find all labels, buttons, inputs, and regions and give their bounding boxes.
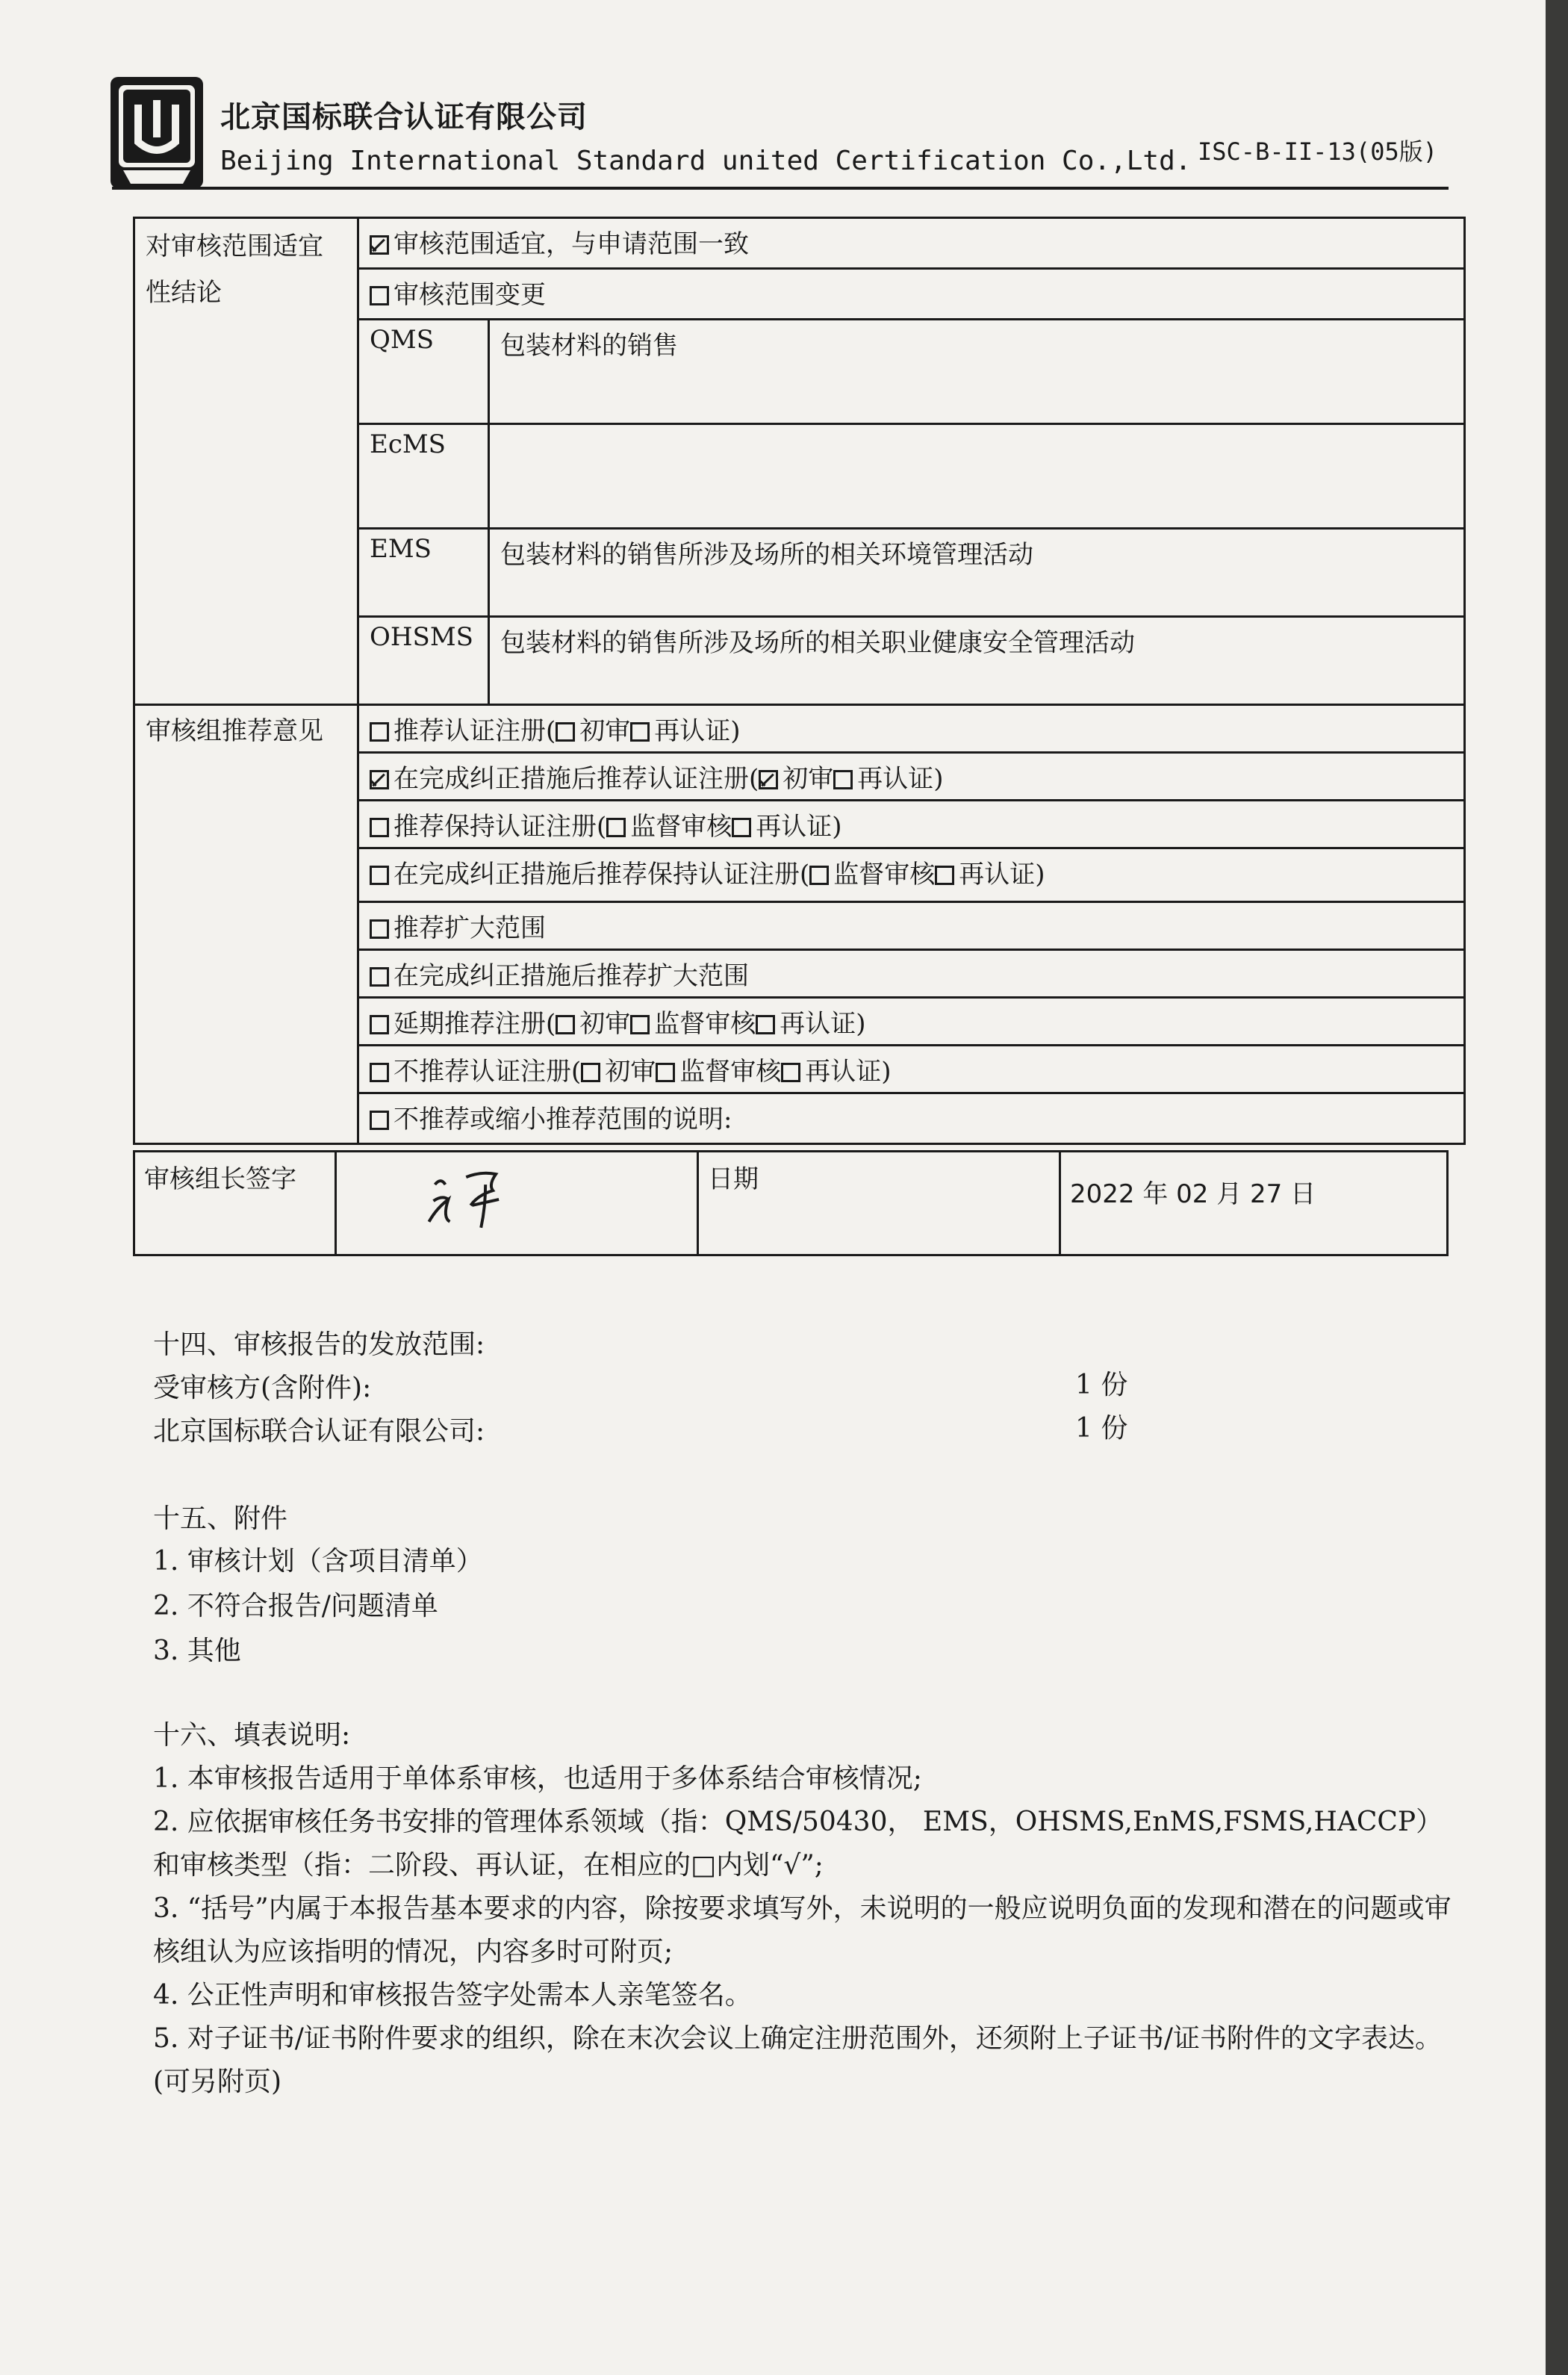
scope-change-option[interactable]: 审核范围变更 [358, 269, 1465, 320]
checkbox-icon[interactable] [732, 818, 751, 837]
scope-code-qms: QMS [358, 320, 489, 424]
checked-checkbox-icon[interactable] [370, 235, 389, 255]
checkbox-icon[interactable] [756, 1015, 775, 1034]
leader-signature-field[interactable] [336, 1152, 698, 1255]
recommend-option-7[interactable]: 延期推荐注册( 初审 监督审核 再认证) [358, 998, 1465, 1046]
instruction-item: 4. 公正性声明和审核报告签字处需本人亲笔签名。 [153, 1980, 752, 2011]
checkbox-icon[interactable] [370, 1111, 389, 1130]
scope-conclusion-label: 对审核范围适宜性结论 [134, 218, 358, 705]
signoff-table [133, 1150, 1449, 1256]
company-name-cn: 北京国标联合认证有限公司 [220, 100, 588, 134]
scope-code-ems: EMS [358, 529, 489, 617]
instructions-title: 十六、填表说明: [153, 1720, 351, 1751]
attachment-item: 1. 审核计划（含项目清单） [153, 1546, 483, 1577]
checkbox-icon[interactable] [781, 1063, 800, 1082]
instruction-item: 3. “括号”内属于本报告基本要求的内容，除按要求填写外，未说明的一般应说明负面的发现和潜在的问题或审核组认为应该指明的情况，内容多时可附页; [153, 1893, 1452, 1967]
attachment-item: 2. 不符合报告/问题清单 [153, 1591, 438, 1621]
handwritten-signature [346, 1158, 688, 1233]
checkbox-icon[interactable] [370, 1063, 389, 1082]
scope-desc-ohsms: 包装材料的销售所涉及场所的相关职业健康安全管理活动 [489, 617, 1465, 705]
recommend-option-6[interactable]: 在完成纠正措施后推荐扩大范围 [358, 950, 1465, 998]
recommend-option-3[interactable]: 推荐保持认证注册( 监督审核 再认证) [358, 801, 1465, 848]
scope-desc-ems: 包装材料的销售所涉及场所的相关环境管理活动 [489, 529, 1465, 617]
attachment-item: 3. 其他 [153, 1636, 241, 1666]
checkbox-icon[interactable] [370, 1015, 389, 1034]
recommend-option-8[interactable]: 不推荐认证注册( 初审 监督审核 再认证) [358, 1046, 1465, 1093]
recommendation-label: 审核组推荐意见 [134, 705, 358, 1144]
checkbox-icon[interactable] [606, 818, 626, 837]
checkbox-icon[interactable] [809, 866, 829, 885]
document-code: ISC-B-II-13(05版) [1198, 137, 1437, 166]
attachments-title: 十五、附件 [153, 1503, 288, 1534]
scope-desc-ecms [489, 424, 1465, 529]
recommend-option-5[interactable]: 推荐扩大范围 [358, 902, 1465, 950]
distribution-title: 十四、审核报告的发放范围: [153, 1329, 485, 1360]
checked-checkbox-icon[interactable] [759, 770, 778, 789]
scope-suitable-option[interactable]: 审核范围适宜，与申请范围一致 [358, 218, 1465, 269]
distribution-item-auditee: 受审核方(含附件): [153, 1373, 372, 1403]
recommend-option-9[interactable]: 不推荐或缩小推荐范围的说明: [358, 1093, 1465, 1144]
checkbox-icon[interactable] [630, 722, 650, 742]
company-name-en: Beijing International Standard united Certification Co.,Ltd. [220, 146, 1192, 176]
checkbox-icon[interactable] [656, 1063, 675, 1082]
checkbox-icon[interactable] [370, 919, 389, 939]
checkbox-icon[interactable] [370, 866, 389, 885]
checkbox-icon[interactable] [581, 1063, 600, 1082]
recommend-option-4[interactable]: 在完成纠正措施后推荐保持认证注册( 监督审核 再认证) [358, 848, 1465, 902]
checkbox-icon[interactable] [935, 866, 954, 885]
header-divider [112, 187, 1449, 190]
instruction-item: 5. 对子证书/证书附件要求的组织，除在末次会议上确定注册范围外，还须附上子证书/证书附件的文字表达。(可另附页) [153, 2023, 1443, 2097]
checkbox-icon[interactable] [630, 1015, 650, 1034]
checkbox-icon[interactable] [556, 722, 575, 742]
instructions-section [153, 1714, 1452, 2104]
scope-code-ecms: EcMS [358, 424, 489, 529]
checkbox-icon[interactable] [370, 286, 389, 305]
copies-auditee: 1 份 [1075, 1370, 1128, 1400]
checkbox-icon[interactable] [556, 1015, 575, 1034]
date-label: 日期 [698, 1152, 1060, 1255]
recommend-option-1[interactable]: 推荐认证注册( 初审 再认证) [358, 705, 1465, 753]
checkbox-icon[interactable] [833, 770, 853, 789]
recommend-option-2[interactable]: 在完成纠正措施后推荐认证注册( 初审 再认证) [358, 753, 1465, 801]
checked-checkbox-icon[interactable] [370, 770, 389, 789]
date-value: 2022 年 02 月 27 日 [1060, 1152, 1448, 1255]
checkbox-icon[interactable] [370, 818, 389, 837]
distribution-item-company: 北京国标联合认证有限公司: [153, 1416, 485, 1447]
letterhead [108, 75, 1445, 194]
scope-desc-qms: 包装材料的销售 [489, 320, 1465, 424]
company-logo-icon [108, 75, 205, 190]
page-edge-shadow [1546, 0, 1568, 2375]
leader-signature-label: 审核组长签字 [134, 1152, 336, 1255]
audit-conclusion-table [133, 217, 1466, 1145]
checkbox-icon[interactable] [370, 967, 389, 987]
instruction-item: 1. 本审核报告适用于单体系审核，也适用于多体系结合审核情况; [153, 1763, 922, 1794]
scope-code-ohsms: OHSMS [358, 617, 489, 705]
instruction-item: 2. 应依据审核任务书安排的管理体系领域（指：QMS/50430， EMS，OHSMS,EnMS,FSMS,HACCP）和审核类型（指：二阶段、再认证，在相应的□内划“√”; [153, 1807, 1443, 1881]
checkbox-icon[interactable] [370, 722, 389, 742]
copies-company: 1 份 [1075, 1413, 1128, 1444]
